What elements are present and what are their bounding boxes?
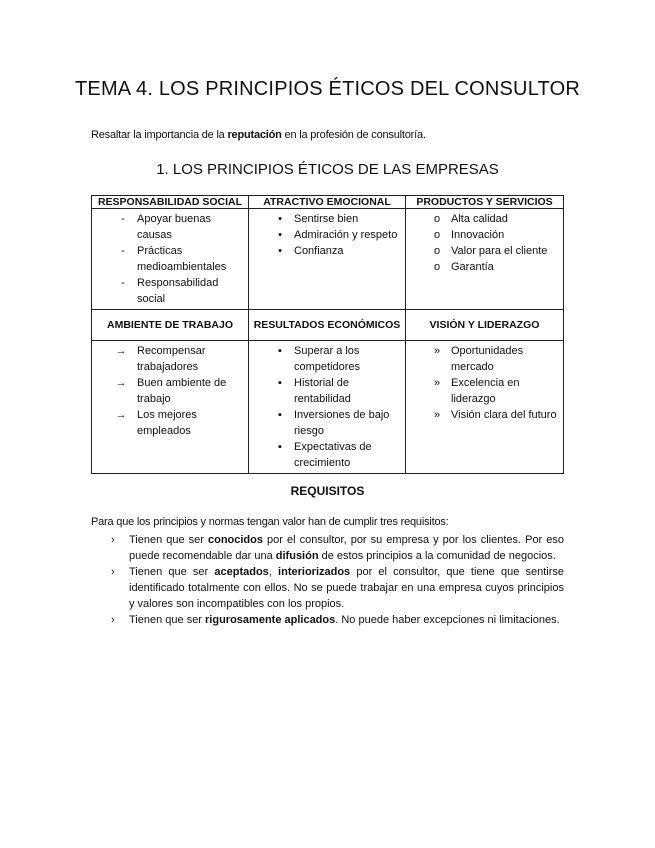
list-item-text: Recompensar trabajadores [137,345,206,373]
list-item [249,211,401,227]
header-resultados-economicos: RESULTADOS ECONÓMICOS [249,310,406,341]
bullet-marker: • [278,245,282,257]
list-item [249,407,401,439]
list-item-text: Responsabilidad social [137,277,219,305]
list-item-text: Apoyar buenas causas [137,213,211,241]
req-text: Tienen que ser [129,614,206,626]
req-bold: conocidos [207,534,263,546]
list-item-text: Inversiones de bajo riesgo [294,409,390,437]
list-item [406,407,559,423]
list-item [406,375,559,407]
table-row [92,341,564,474]
cell-bullet-list [92,341,248,441]
list-item [249,375,401,407]
list-item [406,259,559,275]
list-item-text: Expectativas de crecimiento [294,441,372,469]
list-item [249,227,401,243]
req-bold: aceptados [214,566,269,578]
cell-bullet-list [92,209,248,309]
req-bold: rigurosamente aplicados [205,614,336,626]
list-item [91,612,564,628]
list-item-text: Superar a los competidores [294,345,361,373]
list-item [92,243,244,275]
section-title: LOS PRINCIPIOS ÉTICOS DE LAS EMPRESAS [172,161,499,178]
cell-bullet-list [249,341,405,473]
list-item [249,439,401,471]
bullet-marker: • [278,229,282,241]
section-heading [0,161,655,178]
intro-paragraph [91,129,426,141]
bullet-marker: o [433,261,441,273]
requisitos-list [91,532,564,628]
req-text: , [268,566,279,578]
intro-bold: reputación [227,129,282,141]
bullet-marker: o [433,229,441,241]
cell-atractivo-emocional [249,209,406,310]
list-item-text: Valor para el cliente [451,245,548,257]
list-item-text: Innovación [451,229,505,241]
bullet-marker: » [433,377,441,389]
cell-bullet-list [406,341,563,425]
cell-resultados-economicos [249,341,406,474]
cell-bullet-list [406,209,563,277]
req-bold: interiorizados [278,566,351,578]
list-item-text: Oportunidades mercado [451,345,524,373]
bullet-marker: » [433,409,441,421]
bullet-marker: › [111,614,115,626]
req-text: por el consultor, que tiene que sentirse identificado totalmente con ellos. No se puede trabajar en una empresa cuyos principios y valores son incompatibles con los propios. [129,566,564,610]
bullet-marker: → [115,345,127,357]
list-item-text: Los mejores empleados [137,409,197,437]
list-item [92,343,244,375]
bullet-marker: o [433,245,441,257]
table-row [92,209,564,310]
bullet-marker: › [111,534,115,546]
req-text: Tienen que ser [129,534,208,546]
bullet-marker: › [111,566,115,578]
bullet-marker: - [121,277,125,289]
list-item [406,243,559,259]
bullet-marker: - [121,213,125,225]
list-item [406,227,559,243]
table-header-row [92,310,564,341]
bullet-marker: ▪ [278,409,282,421]
requisitos-intro: Para que los principios y normas tengan valor han de cumplir tres requisitos: [91,516,449,528]
cell-vision-liderazgo [406,341,564,474]
req-text: . No puede haber excepciones ni limitaciones. [335,614,560,626]
list-item-text: Admiración y respeto [294,229,398,241]
cell-productos-servicios [406,209,564,310]
list-item-text: Garantía [451,261,494,273]
list-item [249,343,401,375]
bullet-marker: → [115,377,127,389]
intro-text-end: en la profesión de consultoría. [281,129,426,141]
section-number: 1. [156,161,169,178]
list-item [92,211,244,243]
page-title: TEMA 4. LOS PRINCIPIOS ÉTICOS DEL CONSULTOR [74,78,580,100]
bullet-marker: → [115,409,127,421]
cell-bullet-list [249,209,405,261]
requisitos-heading: REQUISITOS [290,484,365,498]
list-item-text: Sentirse bien [294,213,359,225]
list-item [91,532,564,564]
bullet-marker: » [433,345,441,357]
header-ambiente-trabajo: AMBIENTE DE TRABAJO [92,310,249,341]
req-text: Tienen que ser [129,566,215,578]
list-item-text: Confianza [294,245,344,257]
list-item [406,343,559,375]
list-item [92,375,244,407]
intro-text: Resaltar la importancia de la [91,129,228,141]
header-responsabilidad-social: RESPONSABILIDAD SOCIAL [92,196,249,209]
header-vision-liderazgo: VISIÓN Y LIDERAZGO [406,310,564,341]
bullet-marker: - [121,245,125,257]
list-item [91,564,564,612]
cell-ambiente-trabajo [92,341,249,474]
list-item [406,211,559,227]
bullet-marker: ▪ [278,345,282,357]
bullet-marker: ▪ [278,377,282,389]
list-item-text: Excelencia en liderazgo [451,377,520,405]
principles-table [91,195,564,474]
list-item-text: Alta calidad [451,213,508,225]
table-header-row [92,196,564,209]
bullet-marker: ▪ [278,441,282,453]
list-item [249,243,401,259]
list-item [92,275,244,307]
req-bold: difusión [275,550,319,562]
bullet-marker: o [433,213,441,225]
list-item [92,407,244,439]
bullet-marker: • [278,213,282,225]
list-item-text: Buen ambiente de trabajo [137,377,227,405]
list-item-text: Visión clara del futuro [451,409,557,421]
cell-responsabilidad-social [92,209,249,310]
req-text: de estos principios a la comunidad de negocios. [318,550,556,562]
list-item-text: Prácticas medioambientales [137,245,227,273]
header-productos-servicios: PRODUCTOS Y SERVICIOS [406,196,564,209]
header-atractivo-emocional: ATRACTIVO EMOCIONAL [249,196,406,209]
req-text: por el consultor, por su empresa y por los clientes. Por eso puede recomendable dar una [129,534,564,562]
list-item-text: Historial de rentabilidad [294,377,351,405]
